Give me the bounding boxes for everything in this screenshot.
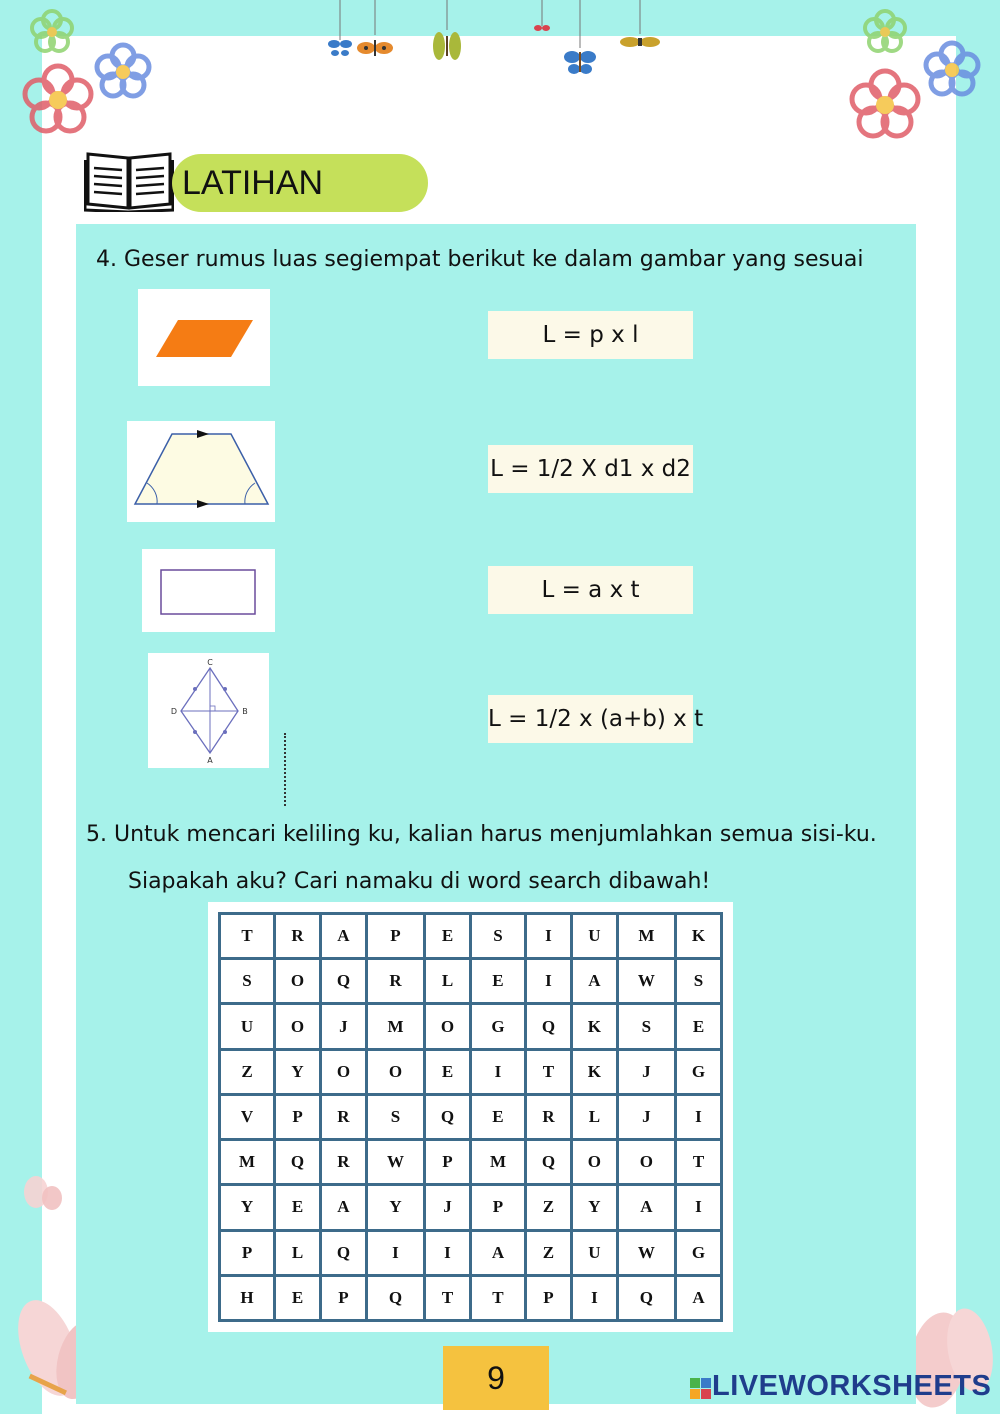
- parallelogram-icon: [138, 289, 270, 386]
- word-search-cell[interactable]: I: [677, 1096, 720, 1138]
- word-search-cell[interactable]: U: [573, 915, 616, 957]
- open-book-icon: [84, 148, 174, 212]
- page-title: LATIHAN: [182, 164, 324, 202]
- word-search-cell[interactable]: T: [472, 1277, 524, 1319]
- word-search-cell[interactable]: E: [276, 1186, 319, 1228]
- word-search-row: [221, 915, 720, 957]
- rectangle-icon: [142, 549, 275, 632]
- word-search-cell[interactable]: P: [472, 1186, 524, 1228]
- word-search-cell[interactable]: L: [426, 960, 469, 1002]
- word-search-cell[interactable]: K: [573, 1005, 616, 1047]
- formula-draggable-3[interactable]: L = a x t: [488, 566, 693, 614]
- word-search-cell[interactable]: Z: [527, 1186, 570, 1228]
- word-search-cell[interactable]: S: [472, 915, 524, 957]
- word-search-cell[interactable]: M: [368, 1005, 423, 1047]
- word-search-cell[interactable]: Q: [368, 1277, 423, 1319]
- word-search-cell[interactable]: G: [472, 1005, 524, 1047]
- word-search-cell[interactable]: R: [527, 1096, 570, 1138]
- word-search-cell[interactable]: O: [368, 1051, 423, 1093]
- word-search-cell[interactable]: G: [677, 1051, 720, 1093]
- word-search-cell[interactable]: P: [322, 1277, 365, 1319]
- word-search-cell[interactable]: O: [276, 1005, 319, 1047]
- word-search-cell[interactable]: A: [573, 960, 616, 1002]
- rhombus-label-b: B: [242, 707, 248, 716]
- word-search-cell[interactable]: I: [677, 1186, 720, 1228]
- word-search-cell[interactable]: E: [426, 1051, 469, 1093]
- word-search-cell[interactable]: P: [426, 1141, 469, 1183]
- word-search-cell[interactable]: I: [368, 1232, 423, 1274]
- word-search-cell[interactable]: I: [472, 1051, 524, 1093]
- word-search-cell[interactable]: W: [619, 960, 674, 1002]
- word-search-cell[interactable]: Q: [276, 1141, 319, 1183]
- formula-draggable-2[interactable]: L = 1/2 X d1 x d2: [488, 445, 693, 493]
- word-search-cell[interactable]: E: [276, 1277, 319, 1319]
- word-search-cell[interactable]: Q: [322, 960, 365, 1002]
- word-search-cell[interactable]: T: [527, 1051, 570, 1093]
- word-search-cell[interactable]: M: [472, 1141, 524, 1183]
- word-search-cell[interactable]: R: [322, 1141, 365, 1183]
- dotted-separator: [284, 733, 286, 806]
- word-search-cell[interactable]: R: [322, 1096, 365, 1138]
- word-search-cell[interactable]: Q: [619, 1277, 674, 1319]
- rhombus-label-d: D: [170, 707, 178, 716]
- word-search-cell[interactable]: S: [368, 1096, 423, 1138]
- formula-draggable-1[interactable]: L = p x l: [488, 311, 693, 359]
- word-search-cell[interactable]: O: [619, 1141, 674, 1183]
- word-search-cell[interactable]: Q: [426, 1096, 469, 1138]
- word-search-row: [221, 1186, 720, 1228]
- word-search-cell[interactable]: J: [619, 1096, 674, 1138]
- word-search-cell[interactable]: H: [221, 1277, 273, 1319]
- word-search-cell[interactable]: T: [426, 1277, 469, 1319]
- trapezoid-icon: [127, 421, 275, 522]
- word-search-cell[interactable]: P: [527, 1277, 570, 1319]
- word-search-row: [221, 1141, 720, 1183]
- word-search-cell[interactable]: A: [322, 1186, 365, 1228]
- word-search-cell[interactable]: E: [472, 960, 524, 1002]
- word-search-cell[interactable]: I: [527, 960, 570, 1002]
- word-search-cell[interactable]: Q: [527, 1005, 570, 1047]
- word-search-cell[interactable]: R: [368, 960, 423, 1002]
- rhombus-label-a: A: [207, 756, 213, 765]
- word-search-cell[interactable]: Y: [368, 1186, 423, 1228]
- word-search-row: [221, 1277, 720, 1319]
- word-search-cell[interactable]: K: [573, 1051, 616, 1093]
- word-search-cell[interactable]: P: [368, 915, 423, 957]
- word-search-cell[interactable]: P: [221, 1232, 273, 1274]
- word-search-cell[interactable]: E: [426, 915, 469, 957]
- word-search-grid: [218, 912, 723, 1322]
- word-search-cell[interactable]: V: [221, 1096, 273, 1138]
- word-search-cell[interactable]: M: [619, 915, 674, 957]
- question-5-number: 5.: [86, 822, 107, 847]
- word-search-cell[interactable]: U: [573, 1232, 616, 1274]
- word-search-cell[interactable]: T: [221, 915, 273, 957]
- brand-name: LIVEWORKSHEETS: [712, 1370, 992, 1402]
- word-search-cell[interactable]: S: [677, 960, 720, 1002]
- word-search-cell[interactable]: O: [426, 1005, 469, 1047]
- word-search-row: [221, 960, 720, 1002]
- word-search-cell[interactable]: S: [221, 960, 273, 1002]
- question-4-text: Geser rumus luas segiempat berikut ke dalam gambar yang sesuai: [124, 247, 864, 272]
- word-search-cell[interactable]: Y: [573, 1186, 616, 1228]
- word-search-cell[interactable]: Y: [276, 1051, 319, 1093]
- word-search-cell[interactable]: Z: [221, 1051, 273, 1093]
- word-search-cell[interactable]: S: [619, 1005, 674, 1047]
- shape-card-rhombus[interactable]: [148, 653, 269, 768]
- word-search-cell[interactable]: A: [619, 1186, 674, 1228]
- word-search-cell[interactable]: J: [322, 1005, 365, 1047]
- word-search-cell[interactable]: Q: [527, 1141, 570, 1183]
- title-badge: [172, 154, 428, 212]
- word-search-row: [221, 1051, 720, 1093]
- page-number: 9: [443, 1346, 549, 1410]
- butterfly-left-icon: [18, 1170, 68, 1220]
- question-4-number: 4.: [96, 247, 117, 272]
- word-search-cell[interactable]: O: [573, 1141, 616, 1183]
- question-4: [96, 247, 864, 272]
- word-search-cell[interactable]: J: [619, 1051, 674, 1093]
- word-search-cell[interactable]: L: [276, 1232, 319, 1274]
- word-search-cell[interactable]: G: [677, 1232, 720, 1274]
- word-search-cell[interactable]: E: [677, 1005, 720, 1047]
- word-search-cell[interactable]: L: [573, 1096, 616, 1138]
- formula-draggable-4[interactable]: L = 1/2 x (a+b) x t: [488, 695, 693, 743]
- word-search-cell[interactable]: Q: [322, 1232, 365, 1274]
- question-5-text-1: Untuk mencari keliling ku, kalian harus menjumlahkan semua sisi-ku.: [114, 822, 877, 847]
- word-search-cell[interactable]: U: [221, 1005, 273, 1047]
- question-5-text-2: Siapakah aku? Cari namaku di word search dibawah!: [128, 869, 711, 894]
- flower-decoration-left-icon: [0, 0, 180, 170]
- word-search-frame: [208, 902, 733, 1332]
- word-search-row: [221, 1005, 720, 1047]
- word-search-cell[interactable]: A: [472, 1232, 524, 1274]
- word-search-cell[interactable]: W: [619, 1232, 674, 1274]
- word-search-cell[interactable]: O: [276, 960, 319, 1002]
- question-5-line-1: [86, 822, 877, 847]
- word-search-cell[interactable]: T: [677, 1141, 720, 1183]
- word-search-cell[interactable]: Y: [221, 1186, 273, 1228]
- shape-card-rectangle[interactable]: [142, 549, 275, 632]
- word-search-cell[interactable]: O: [322, 1051, 365, 1093]
- word-search-cell[interactable]: I: [426, 1232, 469, 1274]
- word-search-cell[interactable]: A: [677, 1277, 720, 1319]
- word-search-row: [221, 1232, 720, 1274]
- word-search-cell[interactable]: P: [276, 1096, 319, 1138]
- shape-card-trapezoid[interactable]: [127, 421, 275, 522]
- word-search-cell[interactable]: I: [527, 915, 570, 957]
- liveworksheets-logo-icon: [690, 1378, 712, 1400]
- word-search-cell[interactable]: A: [322, 915, 365, 957]
- word-search-row: [221, 1096, 720, 1138]
- word-search-cell[interactable]: J: [426, 1186, 469, 1228]
- word-search-cell[interactable]: I: [573, 1277, 616, 1319]
- word-search-cell[interactable]: E: [472, 1096, 524, 1138]
- flower-decoration-right-icon: [830, 0, 1000, 160]
- rhombus-label-c: C: [207, 658, 213, 667]
- rhombus-icon: [148, 653, 269, 768]
- word-search-cell[interactable]: K: [677, 915, 720, 957]
- word-search-cell[interactable]: Z: [527, 1232, 570, 1274]
- shape-card-parallelogram[interactable]: [138, 289, 270, 386]
- word-search-cell[interactable]: W: [368, 1141, 423, 1183]
- word-search-cell[interactable]: R: [276, 915, 319, 957]
- word-search-cell[interactable]: M: [221, 1141, 273, 1183]
- hanging-butterflies-icon: [320, 0, 680, 90]
